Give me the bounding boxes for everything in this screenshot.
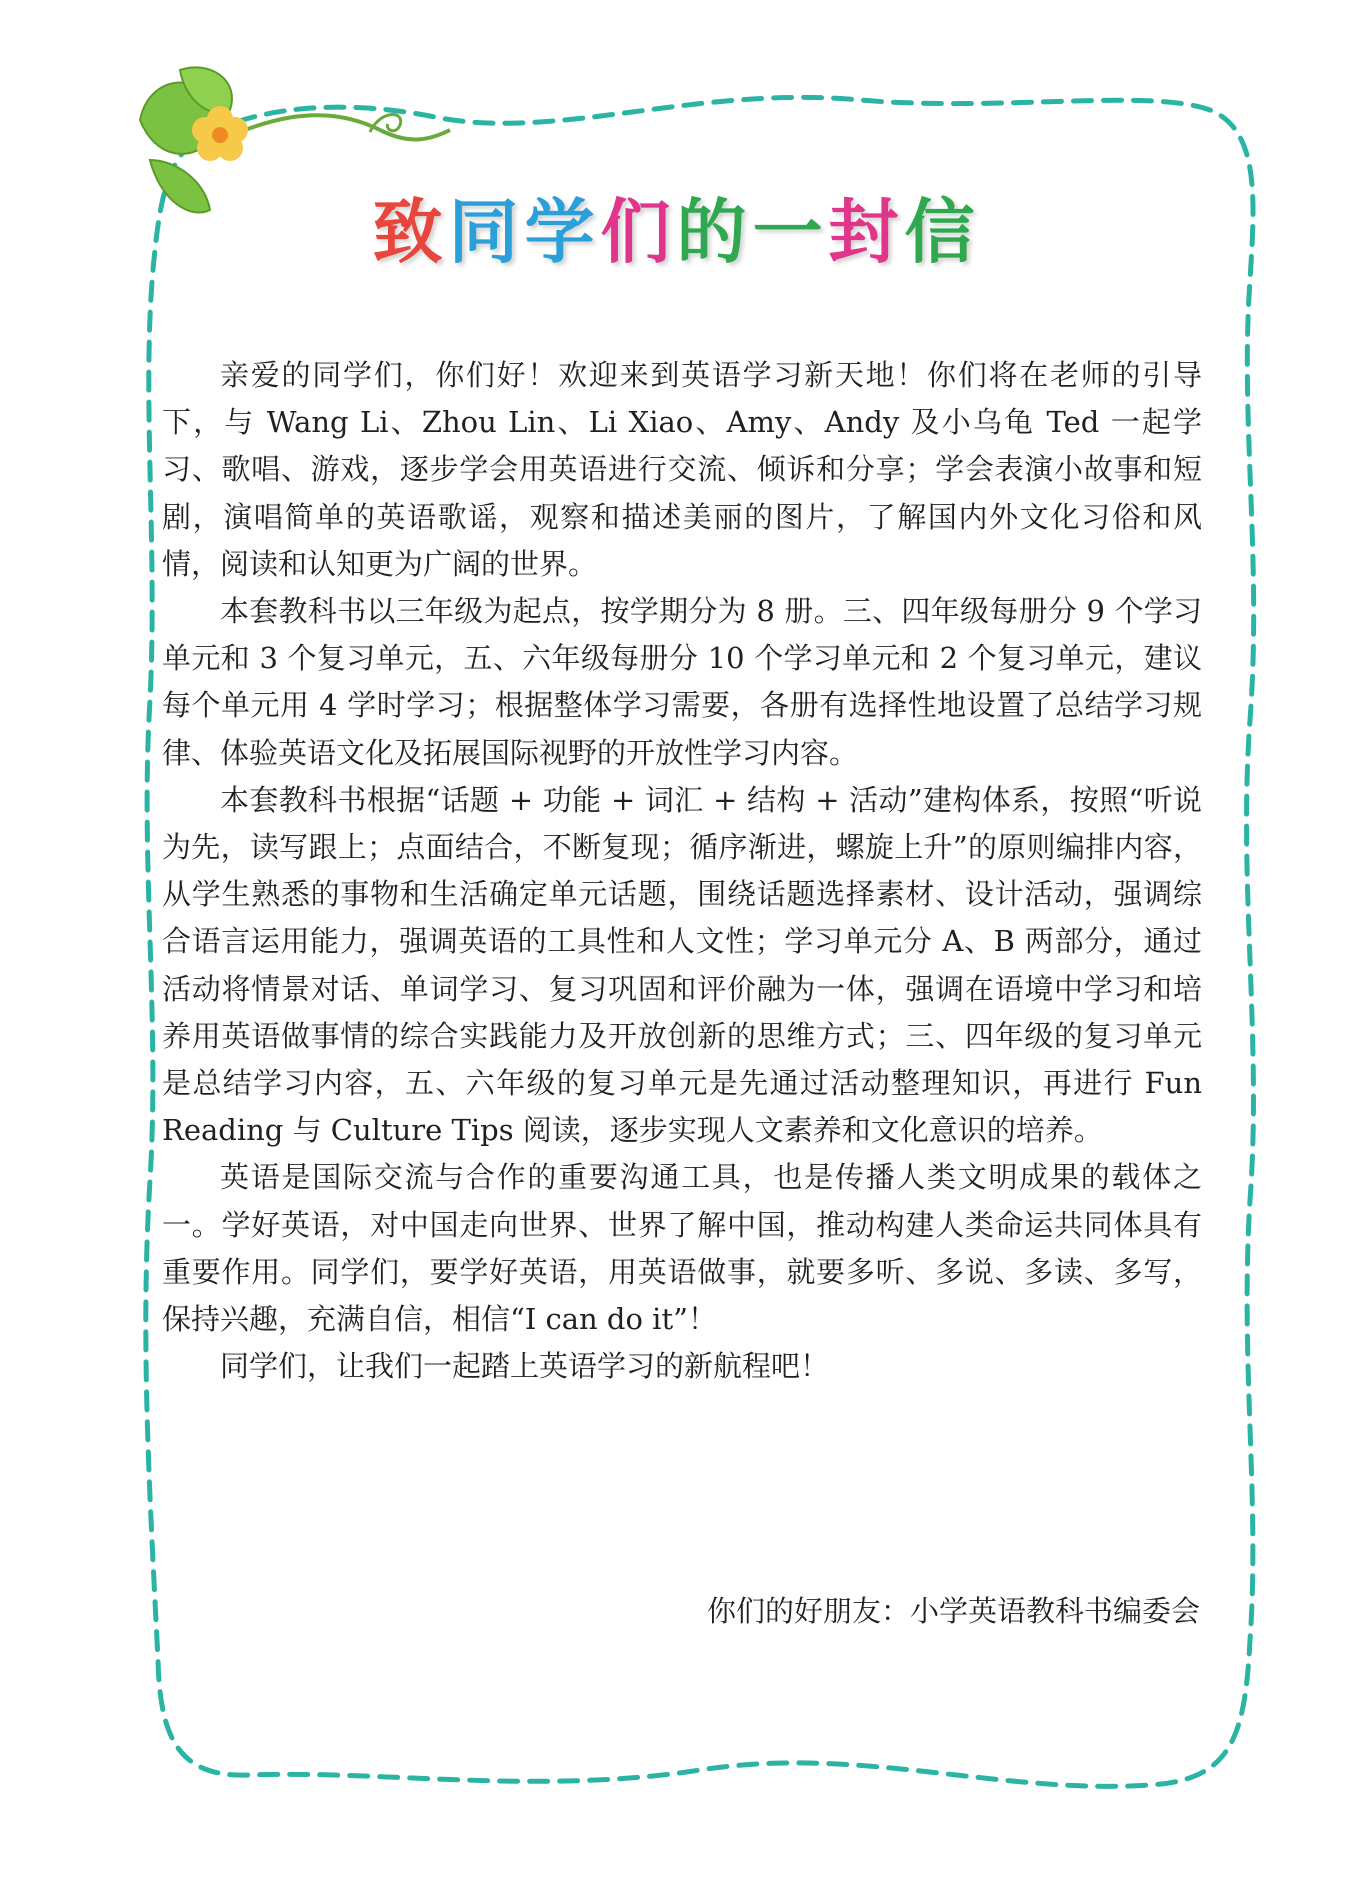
title-char: 致 [372,191,449,273]
paragraph: 本套教科书根据“话题 + 功能 + 词汇 + 结构 + 活动”建构体系，按照“听说为先，读写跟上；点面结合，不断复现；循序渐进，螺旋上升”的原则编排内容，从学生熟悉的事物和生活确定单元话题，围绕话题选择素材、设计活动，强调综合语言运用能力，强调英语的工具性和人文性；学习单元分 A、B 两部分，通过活动将情景对话、单词学习、复习巩固和评价融为一体，强调在语境中学习和培养用英语做事情的综合实践能力及开放创新的思维方式；三、四年级的复习单元是总结学习内容，五、六年级的复习单元是先通过活动整理知识，再进行 Fun Reading 与 Culture Tips 阅读，逐步实现人文素养和文化意识的培养。 [162,782,1202,1148]
title-char: 同 [448,191,525,273]
title-char: 封 [828,191,905,273]
paragraph: 本套教科书以三年级为起点，按学期分为 8 册。三、四年级每册分 9 个学习单元和 3 个复习单元，五、六年级每册分 10 个学习单元和 2 个复习单元，建议每个单元用 4 学时学习；根据整体学习需要，各册有选择性地设置了总结学习规律、体验英语文化及拓展国际视野的开放性学习内容。 [162,594,1202,770]
title-char: 的 [676,191,753,273]
page-title [0,192,1353,272]
signature: 你们的好朋友：小学英语教科书编委会 [706,1594,1200,1628]
title-char: 一 [752,191,829,273]
letter-body [162,352,1202,1390]
title-char: 信 [904,191,981,273]
title-char: 们 [600,191,677,273]
title-char: 学 [524,191,601,273]
paragraph: 英语是国际交流与合作的重要沟通工具，也是传播人类文明成果的载体之一。学好英语，对中国走向世界、世界了解中国，推动构建人类命运共同体具有重要作用。同学们，要学好英语，用英语做事，就要多听、多说、多读、多写，保持兴趣，充满自信，相信“I can do it”！ [162,1160,1202,1337]
paragraph: 同学们，让我们一起踏上英语学习的新航程吧！ [220,1349,830,1384]
paragraph: 亲爱的同学们，你们好！欢迎来到英语学习新天地！你们将在老师的引导下，与 Wang Li、Zhou Lin、Li Xiao、Amy、Andy 及小乌龟 Ted 一起学习、歌唱、游戏，逐步学会用英语进行交流、倾诉和分享；学会表演小故事和短剧，演唱简单的英语歌谣，观察和描述美丽的图片，了解国内外文化习俗和风情，阅读和认知更为广阔的世界。 [162,358,1202,581]
